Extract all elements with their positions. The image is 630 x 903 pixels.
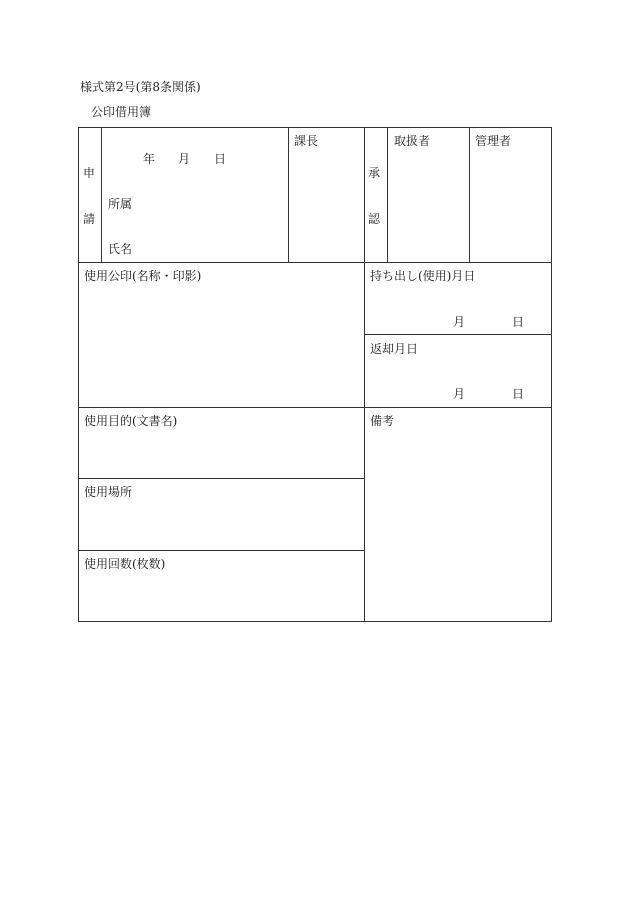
table-line-takeout-bottom <box>364 334 552 335</box>
table-border-bottom <box>78 621 552 622</box>
table-line-approval-bottom <box>78 262 552 263</box>
approval-side-label-bottom: 認 <box>368 212 381 226</box>
approval-side-label-top: 承 <box>368 166 381 180</box>
affiliation-label: 所属 <box>108 197 133 211</box>
date-month-label: 月 <box>178 152 191 166</box>
table-line-seal-bottom <box>78 407 552 408</box>
table-line-application-side <box>101 127 102 263</box>
takeout-month-label: 月 <box>453 315 466 329</box>
table-border-left <box>78 127 79 622</box>
return-day-label: 日 <box>512 387 525 401</box>
table-line-manager-left <box>469 127 470 263</box>
remarks-label: 備考 <box>370 414 395 428</box>
table-line-purpose-bottom <box>78 478 365 479</box>
seal-used-label: 使用公印(名称・印影) <box>84 269 202 283</box>
return-date-label: 返却月日 <box>370 342 419 356</box>
date-day-label: 日 <box>214 152 227 166</box>
table-line-approval-left <box>364 127 365 622</box>
date-year-label: 年 <box>143 152 156 166</box>
manager-label: 管理者 <box>475 134 512 148</box>
return-month-label: 月 <box>453 387 466 401</box>
form-number: 様式第2号(第8条関係) <box>80 80 201 94</box>
application-side-label-top: 申 <box>83 166 96 180</box>
table-line-place-bottom <box>78 550 365 551</box>
table-border-top <box>78 127 552 128</box>
section-chief-label: 課長 <box>294 134 319 148</box>
purpose-label: 使用目的(文書名) <box>84 414 178 428</box>
handler-label: 取扱者 <box>394 134 431 148</box>
place-label: 使用場所 <box>84 485 133 499</box>
name-label: 氏名 <box>108 242 133 256</box>
table-line-approval-side <box>387 127 388 263</box>
table-line-chief-left <box>288 127 289 263</box>
count-label: 使用回数(枚数) <box>84 557 166 571</box>
form-title: 公印借用簿 <box>91 105 152 119</box>
table-border-right <box>551 127 552 622</box>
takeout-date-label: 持ち出し(使用)月日 <box>370 269 476 283</box>
application-side-label-bottom: 請 <box>83 212 96 226</box>
takeout-day-label: 日 <box>512 315 525 329</box>
